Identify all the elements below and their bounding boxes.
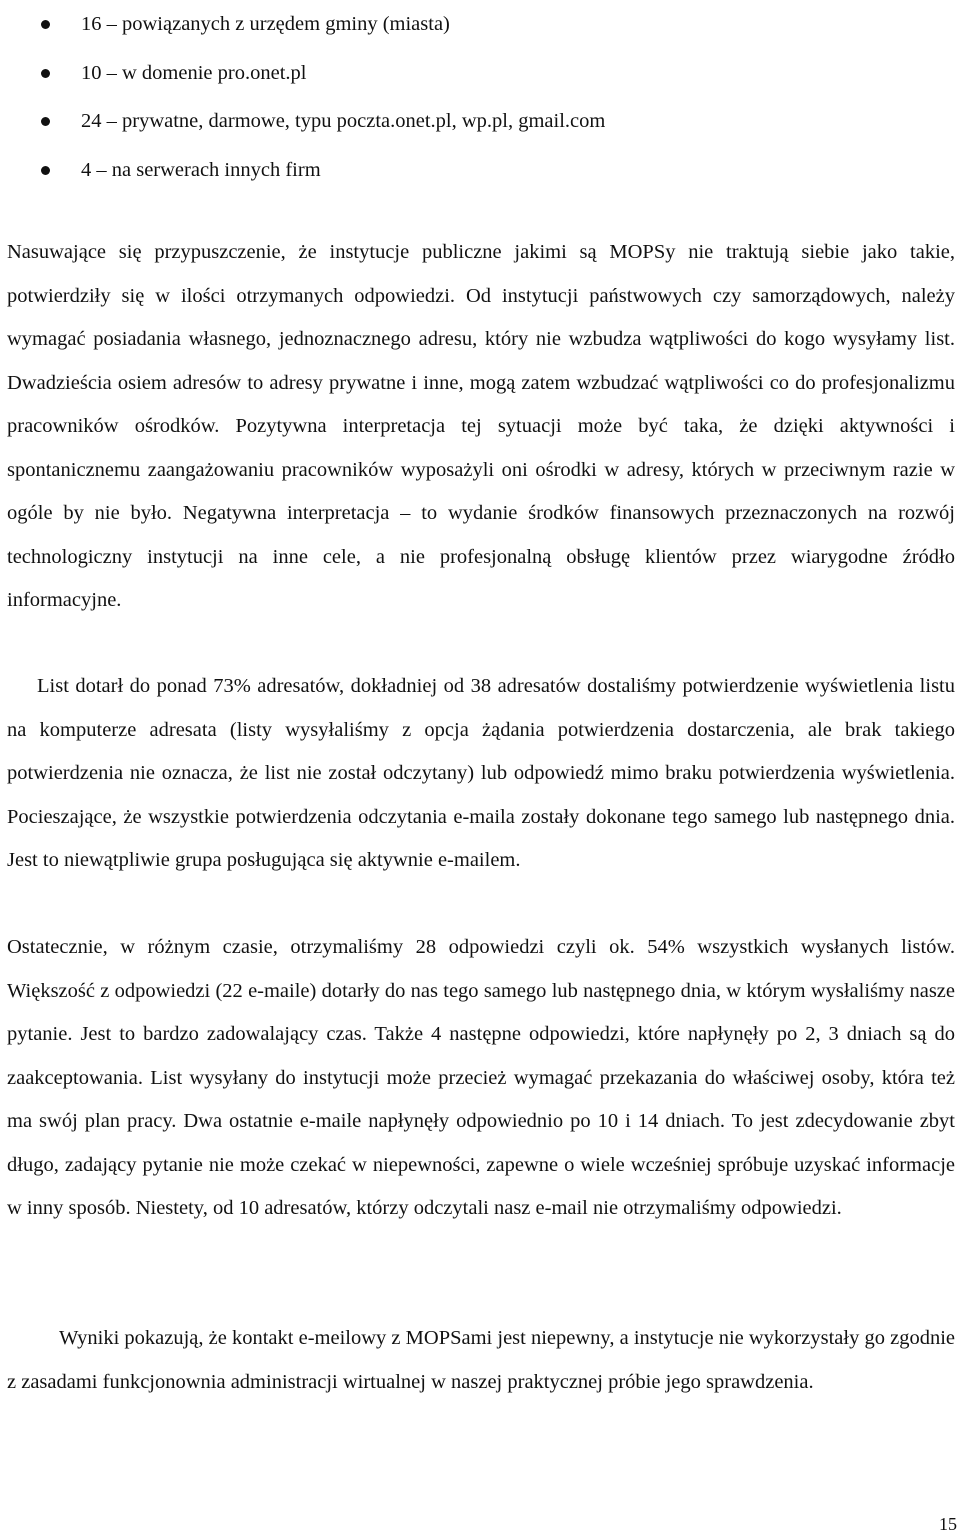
paragraph-delivery: List dotarł do ponad 73% adresatów, dokładniej od 38 adresatów dostaliśmy potwierdzenie wyświetlenia listu na komputerze adresata (listy wysyłaliśmy z opcja żądania potwierdzenia dostarczenia, ale brak takiego potwierdzenia nie oznacza, że list nie został odczytany) lub odpowiedź mimo braku potwierdzenia wyświetlenia. Pocieszające, że wszystkie potwierdzenia odczytania e-maila zostały dokonane tego samego lub następnego dnia. Jest to niewątpliwie grupa posługująca się aktywnie e-mailem.: [7, 675, 955, 871]
list-item-text: 16 – powiązanych z urzędem gminy (miasta): [81, 13, 450, 35]
bullet-icon: [41, 117, 50, 126]
list-item: [7, 49, 955, 98]
bullet-list: [7, 0, 955, 194]
list-item-text: 4 – na serwerach innych firm: [81, 158, 321, 181]
page-number: 15: [939, 1514, 957, 1534]
list-item-text: 10 – w domenie pro.onet.pl: [81, 61, 307, 84]
list-item: [7, 0, 955, 49]
bullet-icon: [41, 69, 50, 78]
bullet-icon: [41, 166, 50, 175]
list-item: [7, 97, 955, 146]
paragraph-email-addresses: Nasuwające się przypuszczenie, że instytucje publiczne jakimi są MOPSy nie traktują siebie jako takie, potwierdziły się w ilości otrzymanych odpowiedzi. Od instytucji państwowych czy samorządowych, należy wymagać posiadania własnego, jednoznacznego adresu, który nie wzbudza wątpliwości do kogo wysyłamy list. Dwadzieścia osiem adresów to adresy prywatne i inne, mogą zatem wzbudzać wątpliwości co do profesjonalizmu pracowników ośrodków. Pozytywna interpretacja tej sytuacji może być taka, że dzięki aktywności i spontanicznemu zaangażowaniu pracowników wyposażyli oni ośrodki w adresy, których w przeciwnym razie w ogóle by nie było. Negatywna interpretacja – to wydanie środków finansowych przeznaczonych na rozwój technologiczny instytucji na inne cele, a nie profesjonalną obsługę klientów przez wiarygodne źródło informacyjne.: [7, 241, 955, 611]
list-item: [7, 146, 955, 195]
list-item-text: 24 – prywatne, darmowe, typu poczta.onet.pl, wp.pl, gmail.com: [81, 110, 606, 132]
bullet-icon: [41, 20, 50, 29]
paragraph-responses: Ostatecznie, w różnym czasie, otrzymaliśmy 28 odpowiedzi czyli ok. 54% wszystkich wysłanych listów. Większość z odpowiedzi (22 e-maile) dotarły do nas tego samego lub następnego dnia, w którym wysłaliśmy nasze pytanie. Jest to bardzo zadowalający czas. Także 4 następne odpowiedzi, które napłynęły po 2, 3 dniach są do zaakceptowania. List wysyłany do instytucji może przecież wymagać przekazania do właściwej osoby, która też ma swój plan pracy. Dwa ostatnie e-maile napłynęły odpowiednio po 10 i 14 dniach. To jest zdecydowanie zbyt długo, zadający pytanie nie może czekać w niepewności, zapewne o wiele wcześniej spróbuje uzyskać informacje w inny sposób. Niestety, od 10 adresatów, którzy odczytali nasz e-mail nie otrzymaliśmy odpowiedzi.: [7, 936, 955, 1219]
paragraph-conclusion: Wyniki pokazują, że kontakt e-meilowy z MOPSami jest niepewny, a instytucje nie wykorzystały go zgodnie z zasadami funkcjonownia administracji wirtualnej w naszej praktycznej próbie jego sprawdzenia.: [7, 1327, 955, 1393]
